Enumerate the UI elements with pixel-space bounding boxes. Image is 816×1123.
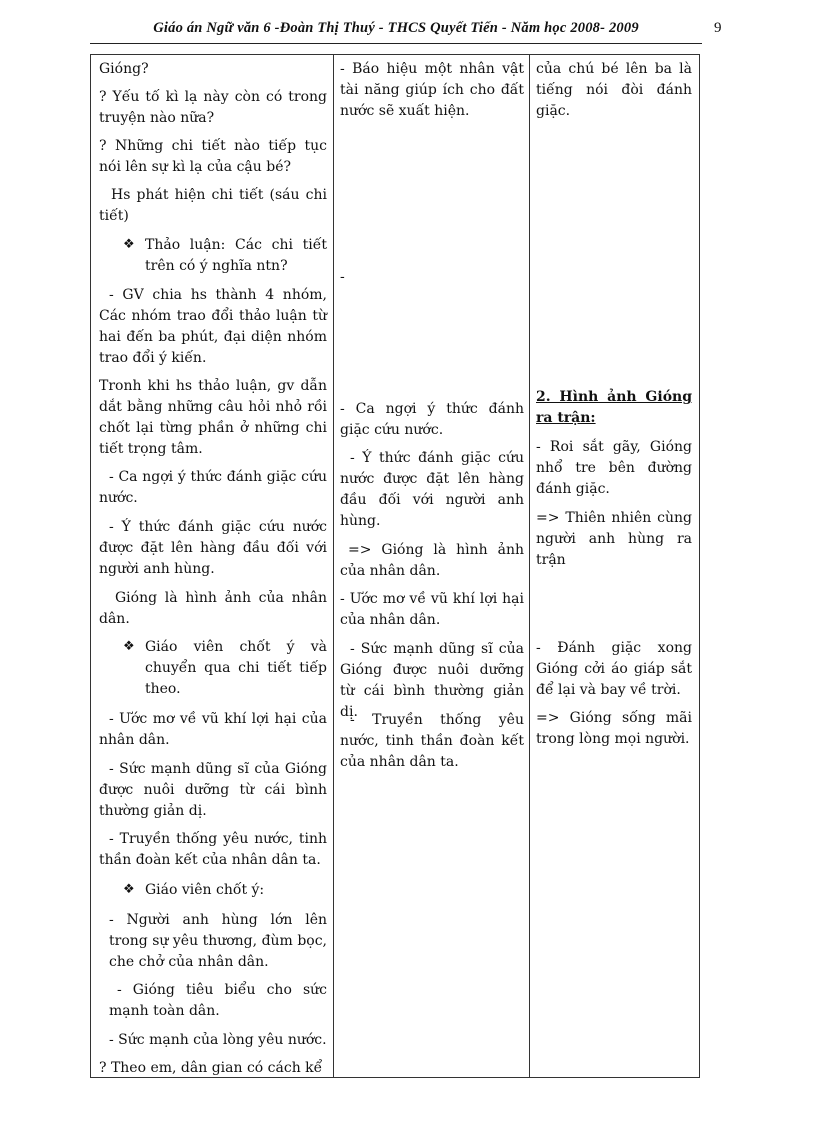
- text-block: ? Theo em, dân gian có cách kể: [99, 1060, 323, 1076]
- text-block: - Truyền thống yêu nước, tinh thần đoàn kết của nhân dân ta.: [99, 831, 327, 868]
- text-block: - Ước mơ về vũ khí lợi hại của nhân dân.: [340, 591, 524, 628]
- text-block: - Sức mạnh dũng sĩ của Gióng được nuôi dưỡng từ cái bình thường giản dị.: [99, 761, 327, 819]
- text-block: Gióng là hình ảnh của nhân dân.: [99, 590, 327, 627]
- text-block: => Gióng sống mãi trong lòng mọi người.: [536, 710, 692, 747]
- page-header: [90, 14, 790, 46]
- diamond-bullet-icon: ❖: [123, 639, 135, 654]
- text-block: - Ca ngợi ý thức đánh giặc cứu nước.: [99, 469, 327, 506]
- text-block: Hs phát hiện chi tiết (sáu chi tiết): [99, 187, 327, 224]
- text-block: -: [340, 269, 345, 285]
- text-block: - Ý thức đánh giặc cứu nước được đặt lên hàng đầu đối với người anh hùng.: [340, 450, 524, 529]
- text-block: - Ước mơ về vũ khí lợi hại của nhân dân.: [99, 711, 327, 748]
- text-block: - Sức mạnh dũng sĩ của Gióng được nuôi dưỡng từ cái bình thường giản dị.: [340, 641, 524, 720]
- text-block: ? Những chi tiết nào tiếp tục nói lên sự kì lạ của cậu bé?: [99, 138, 327, 175]
- text-block: Giáo viên chốt ý:: [145, 882, 265, 898]
- header-rule: [90, 43, 702, 44]
- text-block: => Thiên nhiên cùng người anh hùng ra trận: [536, 510, 692, 568]
- text-block: Thảo luận: Các chi tiết trên có ý nghĩa ntn?: [145, 237, 327, 274]
- text-block: - Roi sắt gãy, Gióng nhổ tre bên đường đánh giặc.: [536, 439, 692, 497]
- text-block: Tronh khi hs thảo luận, gv dẫn dắt bằng những câu hỏi nhỏ rồi chốt lại từng phần ở những chi tiết trọng tâm.: [99, 378, 327, 457]
- text-block: - Sức mạnh của lòng yêu nước.: [109, 1032, 327, 1048]
- text-block: Gióng?: [99, 61, 149, 77]
- text-block: - Người anh hùng lớn lên trong sự yêu thương, đùm bọc, che chở của nhân dân.: [109, 912, 327, 970]
- text-block: - Truyền thống yêu nước, tinh thần đoàn kết của nhân dân ta.: [340, 712, 524, 770]
- text-block: => Gióng là hình ảnh của nhân dân.: [340, 542, 524, 579]
- section-heading: 2. Hình ảnh Gióng ra trận:: [536, 389, 692, 426]
- diamond-bullet-icon: ❖: [123, 237, 135, 252]
- lesson-table: [90, 54, 700, 1078]
- column-activities: [91, 55, 334, 1077]
- text-block: Giáo viên chốt ý và chuyển qua chi tiết tiếp theo.: [145, 639, 327, 697]
- page-number: 9: [714, 20, 722, 36]
- header-title: Giáo án Ngữ văn 6 -Đoàn Thị Thuý - THCS Quyết Tiến - Năm học 2008- 2009: [153, 20, 639, 36]
- column-notes: [530, 55, 699, 1077]
- text-block: - Ý thức đánh giặc cứu nước được đặt lên hàng đầu đối với người anh hùng.: [99, 519, 327, 577]
- text-block: - Đánh giặc xong Gióng cởi áo giáp sắt để lại và bay về trời.: [536, 640, 692, 698]
- text-block: - GV chia hs thành 4 nhóm, Các nhóm trao đổi thảo luận từ hai đến ba phút, đại diện nhóm trao đổi ý kiến.: [99, 287, 327, 366]
- text-block: - Ca ngợi ý thức đánh giặc cứu nước.: [340, 401, 524, 438]
- text-block: của chú bé lên ba là tiếng nói đòi đánh giặc.: [536, 61, 692, 119]
- text-block: - Báo hiệu một nhân vật tài năng giúp ích cho đất nước sẽ xuất hiện.: [340, 61, 524, 119]
- text-block: - Gióng tiêu biểu cho sức mạnh toàn dân.: [109, 982, 327, 1019]
- text-block: ? Yếu tố kì lạ này còn có trong truyện nào nữa?: [99, 89, 327, 126]
- column-answers: [334, 55, 530, 1077]
- diamond-bullet-icon: ❖: [123, 882, 135, 897]
